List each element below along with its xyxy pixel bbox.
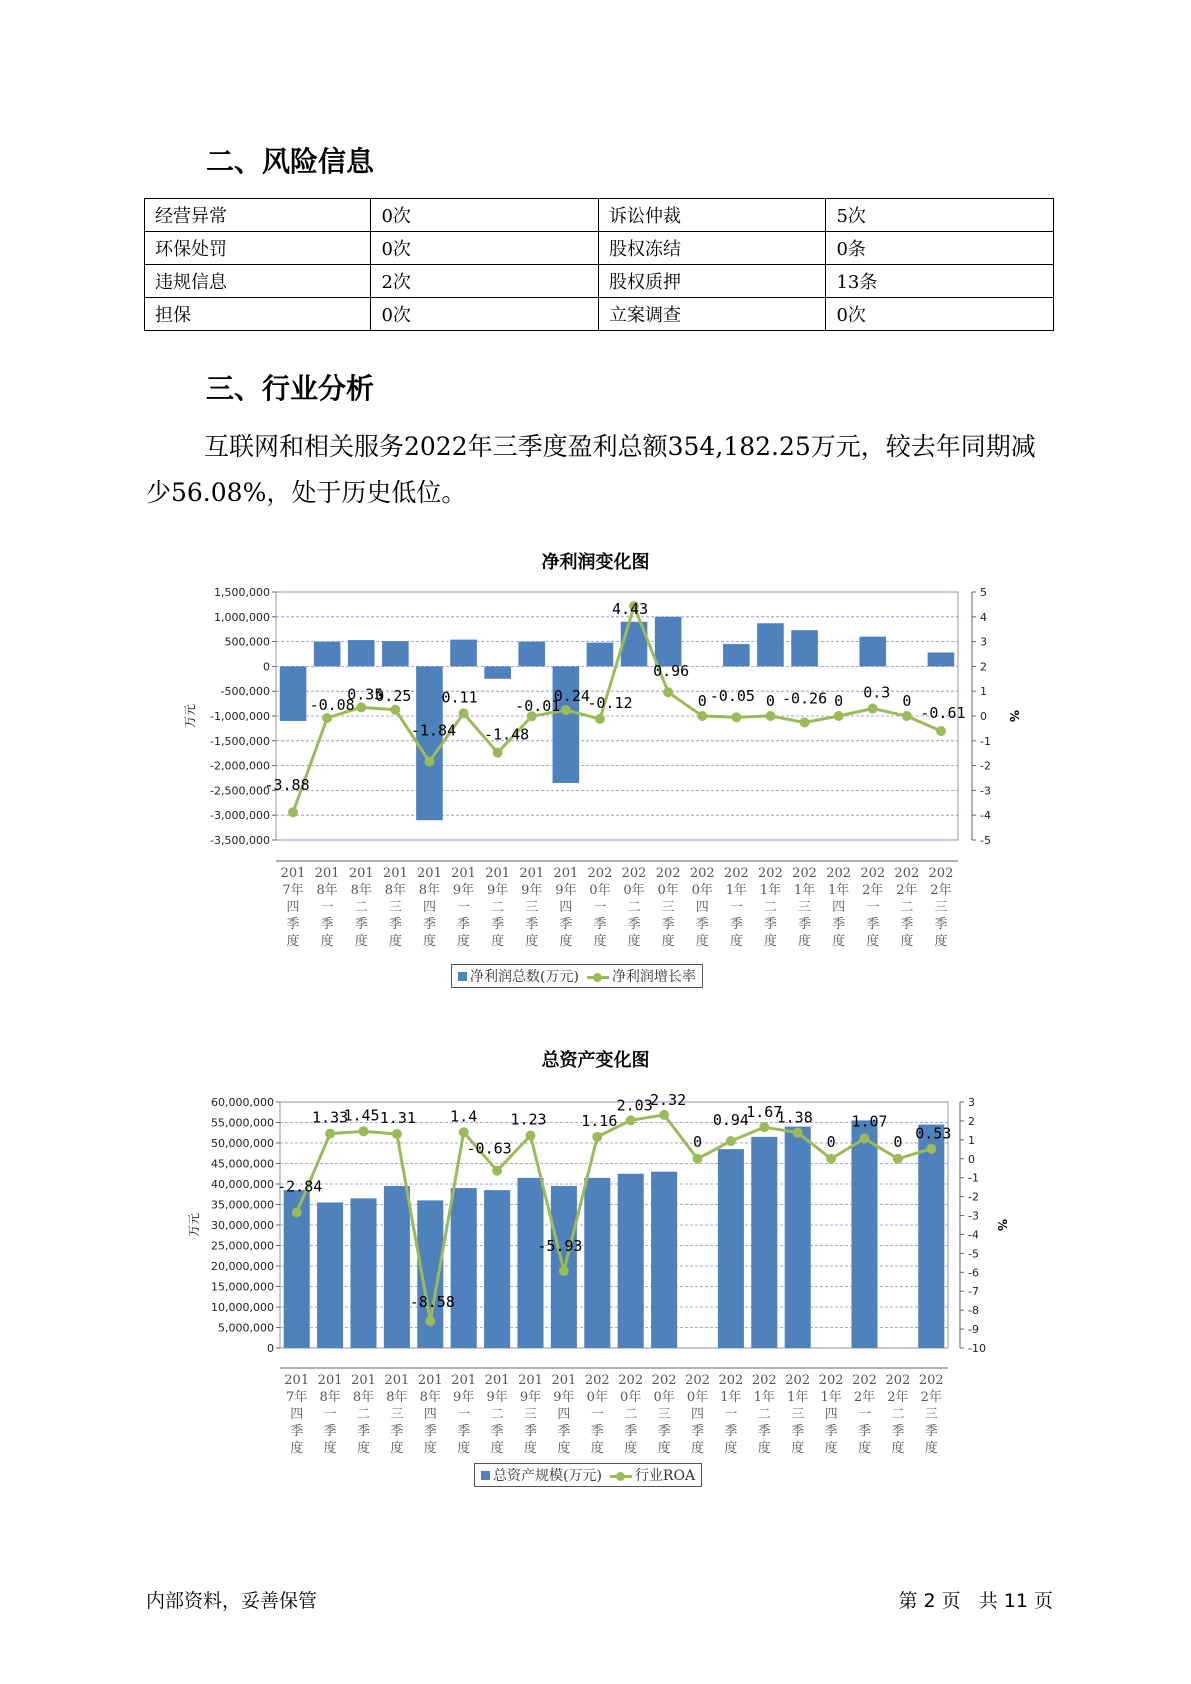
x-tick-label: 202 0年一季度 <box>584 1373 610 1456</box>
data-label: 0 <box>826 1132 836 1151</box>
industry-summary-paragraph: 互联网和相关服务2022年三季度盈利总额354,182.25万元，较去年同期减少56.08%，处于历史低位。 <box>146 432 1036 507</box>
y-tick-label: 15,000,000 <box>211 1280 274 1294</box>
table-row <box>145 199 1054 232</box>
y-tick-label: 30,000,000 <box>211 1219 274 1232</box>
data-label: 0.96 <box>653 662 690 681</box>
data-label: -0.61 <box>920 704 966 723</box>
x-tick-label: 202 0年四季度 <box>685 1373 710 1456</box>
x-tick-label: 201 9年一季度 <box>451 1373 477 1456</box>
y-tick-label: -1,500,000 <box>210 734 270 748</box>
data-label: 2.03 <box>616 1096 653 1115</box>
line-point <box>731 712 741 722</box>
y-tick-label: 45,000,000 <box>211 1157 274 1171</box>
data-label: 0.24 <box>553 687 590 706</box>
y2-tick-label: -8 <box>968 1304 979 1318</box>
bar <box>655 617 682 667</box>
table-cell-value: 0次 <box>371 298 599 331</box>
data-label: -1.84 <box>410 721 457 740</box>
x-tick-label: 202 1年四季度 <box>826 866 852 949</box>
x-tick-label: 202 2年三季度 <box>918 1373 944 1456</box>
y2-tick-label: 2 <box>968 1114 975 1128</box>
y2-tick-label: 1 <box>980 685 987 699</box>
total-assets-chart <box>0 1080 1191 1500</box>
x-tick-label: 201 7年四季度 <box>284 1373 310 1456</box>
y-tick-label: 0 <box>263 660 270 674</box>
data-label: -0.63 <box>466 1139 512 1158</box>
x-tick-label: 201 8年三季度 <box>384 1373 410 1456</box>
bar <box>918 1125 944 1348</box>
table-cell-label: 立案调查 <box>598 298 826 331</box>
line-point <box>459 708 469 718</box>
line-point <box>390 705 400 715</box>
bar <box>587 643 614 667</box>
data-label: -5.93 <box>537 1236 583 1255</box>
line-point <box>902 711 912 721</box>
x-tick-label: 202 1年三季度 <box>785 1373 811 1456</box>
data-label: 1.31 <box>379 1108 416 1127</box>
data-label: 0 <box>893 1132 903 1151</box>
bar <box>382 641 409 666</box>
x-tick-label: 202 1年二季度 <box>751 1373 777 1456</box>
line-point <box>595 714 605 724</box>
x-tick-label: 202 2年三季度 <box>928 866 954 949</box>
x-tick-label: 202 0年二季度 <box>618 1373 644 1456</box>
y-tick-label: 25,000,000 <box>211 1239 274 1253</box>
data-label: -3.88 <box>264 776 310 795</box>
data-label: 1.33 <box>312 1108 349 1127</box>
y-tick-label: -2,000,000 <box>210 759 270 773</box>
line-point <box>325 1129 335 1139</box>
table-cell-value: 0条 <box>826 232 1054 265</box>
data-label: -0.12 <box>587 693 633 712</box>
x-tick-label: 202 2年一季度 <box>852 1373 877 1456</box>
legend-total-assets <box>474 1463 702 1487</box>
x-tick-label: 202 0年三季度 <box>651 1373 677 1456</box>
x-tick-label: 201 8年一季度 <box>314 866 340 949</box>
line-point <box>726 1136 736 1146</box>
line-point <box>659 1110 669 1120</box>
x-tick-label: 202 1年一季度 <box>718 1373 744 1456</box>
bar <box>651 1172 677 1348</box>
y2-tick-label: -1 <box>980 734 991 748</box>
y-tick-label: 10,000,000 <box>211 1301 274 1314</box>
data-label: -8.58 <box>409 1293 455 1312</box>
y-tick-label: 0 <box>267 1342 274 1355</box>
y-tick-label: 20,000,000 <box>211 1260 274 1273</box>
y-tick-label: -3,000,000 <box>210 809 270 823</box>
line-point <box>425 1316 435 1326</box>
line-point <box>592 1132 602 1142</box>
data-label: 1.23 <box>510 1110 547 1129</box>
y-tick-label: -500,000 <box>220 685 270 699</box>
data-label: 1.07 <box>851 1112 888 1131</box>
data-label: 0 <box>902 692 912 710</box>
table-cell-label: 环保处罚 <box>145 232 371 265</box>
y2-tick-label: -2 <box>968 1190 979 1204</box>
line-point <box>936 726 946 736</box>
line-point <box>868 704 878 714</box>
y-tick-label: -3,500,000 <box>210 834 270 847</box>
chart-title-net-profit: 净利润变化图 <box>541 552 650 573</box>
x-tick-label: 202 0年四季度 <box>689 866 715 949</box>
line-point <box>663 687 673 697</box>
line-point <box>693 1154 703 1164</box>
bar <box>450 640 477 667</box>
y-axis-label: 万元 <box>183 703 197 729</box>
bar <box>484 1190 510 1348</box>
data-label: -0.08 <box>309 695 355 714</box>
footer-page-number: 第 2 页 共 11 页 <box>898 1590 1053 1612</box>
x-tick-label: 201 8年二季度 <box>348 866 374 949</box>
x-tick-label: 202 0年二季度 <box>621 866 647 949</box>
line-point <box>424 757 434 767</box>
line-point <box>292 1208 302 1218</box>
x-tick-label: 201 9年三季度 <box>519 866 545 949</box>
table-cell-value: 2次 <box>371 265 599 298</box>
y-tick-label: 5,000,000 <box>218 1321 274 1335</box>
x-tick-label: 201 8年四季度 <box>417 1373 443 1456</box>
table-cell-label: 股权冻结 <box>598 232 826 265</box>
net-profit-chart <box>0 580 1191 1000</box>
x-tick-label: 202 1年四季度 <box>818 1373 844 1456</box>
y2-tick-label: 0 <box>980 710 987 723</box>
bar <box>553 666 580 783</box>
data-label: 0 <box>765 692 775 710</box>
y2-tick-label: 4 <box>980 610 987 624</box>
data-label: 0.35 <box>347 685 384 704</box>
y2-tick-label: 2 <box>980 660 987 674</box>
data-label: 2.32 <box>650 1090 687 1109</box>
x-tick-label: 202 1年三季度 <box>792 866 817 949</box>
bar <box>751 1137 777 1348</box>
line-point <box>626 1115 636 1125</box>
y2-tick-label: -4 <box>968 1228 979 1242</box>
data-label: 1.16 <box>581 1111 618 1130</box>
y2-tick-label: 1 <box>968 1133 975 1147</box>
bar <box>859 637 886 667</box>
legend-net-profit <box>451 964 703 988</box>
bar <box>584 1178 610 1348</box>
x-tick-label: 201 9年二季度 <box>484 1373 510 1456</box>
line-point <box>459 1127 469 1137</box>
y2-tick-label: -9 <box>968 1323 979 1337</box>
data-label: 0 <box>692 1132 703 1151</box>
y2-tick-label: -3 <box>968 1209 979 1223</box>
y-axis-label: 万元 <box>187 1212 201 1238</box>
data-label: -0.05 <box>709 687 755 706</box>
line-point <box>356 702 366 712</box>
data-label: 1.4 <box>450 1107 478 1126</box>
data-label: 0.94 <box>712 1110 749 1129</box>
table-cell-value: 0次 <box>371 232 599 265</box>
legend-item-bar: 总资产规模(万元) <box>481 1465 602 1485</box>
line-point <box>392 1129 402 1139</box>
bar <box>928 653 955 667</box>
risk-info-table <box>144 198 1054 331</box>
x-tick-label: 201 9年四季度 <box>553 866 579 949</box>
line-point <box>860 1134 870 1144</box>
y2-tick-label: -4 <box>980 809 991 823</box>
x-tick-label: 201 8年一季度 <box>317 1373 343 1456</box>
data-label: 0.53 <box>915 1124 952 1143</box>
data-label: 1.38 <box>776 1108 813 1127</box>
line-point <box>526 1130 536 1140</box>
y2-axis-label: % <box>995 1218 1009 1232</box>
x-tick-label: 202 0年三季度 <box>655 866 681 949</box>
y-tick-label: 55,000,000 <box>211 1116 274 1130</box>
x-tick-label: 201 9年一季度 <box>451 866 476 949</box>
x-tick-label: 202 2年二季度 <box>894 866 920 949</box>
y2-axis-label: % <box>1007 709 1021 723</box>
line-point <box>322 713 332 723</box>
data-label: 1.45 <box>343 1106 380 1125</box>
y2-tick-label: -10 <box>968 1342 986 1355</box>
table-cell-value: 13条 <box>826 265 1054 298</box>
line-point <box>826 1154 836 1164</box>
x-tick-label: 202 2年一季度 <box>860 866 886 949</box>
y2-tick-label: 0 <box>968 1152 975 1166</box>
table-cell-value: 0次 <box>371 199 599 232</box>
legend-item-line: 行业ROA <box>610 1465 695 1485</box>
x-tick-label: 202 1年二季度 <box>758 866 783 949</box>
bar <box>785 1127 811 1348</box>
y-tick-label: -1,000,000 <box>210 710 270 723</box>
data-label: 0.25 <box>375 686 412 705</box>
table-cell-label: 违规信息 <box>145 265 371 298</box>
y2-tick-label: -7 <box>968 1285 979 1299</box>
data-label: -0.01 <box>515 697 561 716</box>
x-tick-label: 201 9年二季度 <box>485 866 511 949</box>
legend-item-line: 净利润增长率 <box>587 966 696 986</box>
y2-tick-label: 5 <box>980 586 987 599</box>
line-point <box>759 1122 769 1132</box>
line-point <box>893 1154 903 1164</box>
table-cell-label: 担保 <box>145 298 371 331</box>
line-point <box>697 711 707 721</box>
bar <box>718 1149 744 1348</box>
bar <box>517 1178 543 1348</box>
data-label: 0 <box>697 692 707 710</box>
line-point <box>559 1266 569 1276</box>
bar <box>518 642 545 667</box>
bar <box>416 666 443 820</box>
chart-title-total-assets: 总资产变化图 <box>541 1050 650 1071</box>
bar <box>348 640 375 666</box>
data-label: -2.84 <box>277 1177 323 1196</box>
data-label: -0.26 <box>781 689 828 708</box>
y-tick-label: 500,000 <box>224 635 270 649</box>
line-point <box>834 711 844 721</box>
bar <box>851 1120 877 1348</box>
line-point <box>493 748 503 758</box>
line-point <box>793 1128 803 1138</box>
x-tick-label: 201 8年二季度 <box>351 1373 376 1456</box>
table-row <box>145 298 1054 331</box>
bar <box>314 642 341 667</box>
y2-tick-label: -1 <box>968 1171 979 1185</box>
bar <box>451 1188 477 1348</box>
y-tick-label: 1,000,000 <box>214 610 270 624</box>
line-point <box>492 1166 502 1176</box>
line-point <box>359 1126 369 1136</box>
y-tick-label: 40,000,000 <box>211 1178 274 1191</box>
y2-tick-label: -3 <box>980 784 991 798</box>
table-cell-label: 经营异常 <box>145 199 371 232</box>
data-label: -1.48 <box>484 725 530 744</box>
line-point <box>765 711 775 721</box>
table-cell-value: 5次 <box>826 199 1054 232</box>
line-point <box>561 705 571 715</box>
data-label: 0 <box>834 692 844 710</box>
y-tick-label: 35,000,000 <box>211 1198 274 1212</box>
data-label: 4.43 <box>611 600 649 619</box>
footer-confidential: 内部资料，妥善保管 <box>146 1590 318 1612</box>
bar <box>350 1198 376 1348</box>
bar <box>723 644 750 666</box>
x-tick-label: 202 2年二季度 <box>885 1373 911 1456</box>
bar <box>484 666 511 678</box>
y-tick-label: 50,000,000 <box>211 1137 274 1150</box>
x-tick-label: 202 0年一季度 <box>587 866 613 949</box>
line-point <box>926 1144 936 1154</box>
x-tick-label: 201 9年三季度 <box>518 1373 543 1456</box>
x-tick-label: 201 8年四季度 <box>417 866 442 949</box>
y2-tick-label: 3 <box>968 1096 975 1109</box>
y-tick-label: 1,500,000 <box>214 586 270 599</box>
x-tick-label: 201 8年三季度 <box>382 866 408 949</box>
y2-tick-label: -2 <box>980 759 991 773</box>
x-tick-label: 201 7年四季度 <box>280 866 306 949</box>
x-tick-label: 201 9年四季度 <box>551 1373 577 1456</box>
bar <box>280 666 307 721</box>
line-point <box>288 807 298 817</box>
bar <box>317 1202 343 1348</box>
line-point <box>800 717 810 727</box>
x-tick-label: 202 1年一季度 <box>723 866 749 949</box>
data-label: 1.67 <box>746 1103 783 1122</box>
table-cell-value: 0次 <box>826 298 1054 331</box>
bar <box>384 1186 410 1348</box>
section-title-risk: 二、风险信息 <box>206 145 375 178</box>
y2-tick-label: -5 <box>980 834 991 847</box>
table-cell-label: 股权质押 <box>598 265 826 298</box>
y2-tick-label: 3 <box>980 635 987 649</box>
y2-tick-label: -5 <box>968 1247 979 1261</box>
y-tick-label: 60,000,000 <box>211 1096 274 1109</box>
section-title-industry: 三、行业分析 <box>206 372 375 405</box>
table-cell-label: 诉讼仲裁 <box>598 199 826 232</box>
y-tick-label: -2,500,000 <box>210 784 270 798</box>
table-row <box>145 265 1054 298</box>
y2-tick-label: -6 <box>968 1266 979 1280</box>
bar <box>618 1174 644 1348</box>
data-label: 0.3 <box>863 683 891 702</box>
bar <box>791 630 818 666</box>
legend-item-bar: 净利润总数(万元) <box>458 966 579 986</box>
bar <box>757 623 784 666</box>
data-label: 0.11 <box>441 688 478 707</box>
table-row <box>145 232 1054 265</box>
